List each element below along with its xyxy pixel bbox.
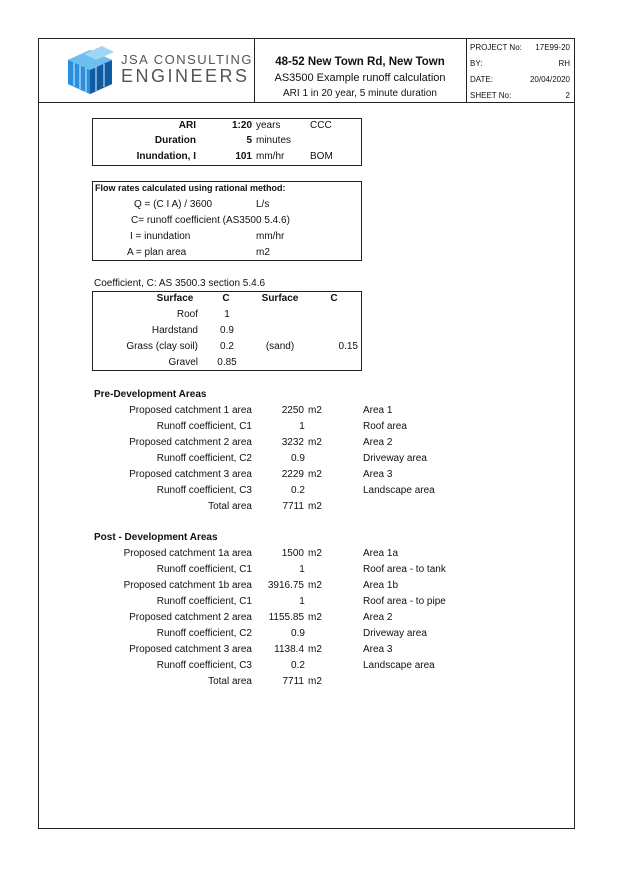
area-row-value: 0.2: [291, 485, 305, 496]
area-row-value: 0.9: [291, 453, 305, 464]
param-label: Duration: [154, 135, 196, 146]
formula-unit: mm/hr: [256, 231, 285, 242]
area-row-note: Area 1a: [363, 548, 399, 559]
total-area-unit: m2: [308, 676, 322, 687]
total-area-value: 7711: [282, 676, 304, 687]
total-area-unit: m2: [308, 501, 322, 512]
param-unit: minutes: [256, 135, 292, 146]
meta-label: SHEET No:: [470, 91, 512, 100]
area-row-unit: m2: [308, 612, 322, 623]
area-row-label: Proposed catchment 3 area: [129, 469, 252, 480]
area-row-value: 2250: [281, 405, 304, 416]
param-value: 101: [235, 151, 252, 162]
area-row-label: Proposed catchment 1b area: [123, 580, 252, 591]
area-row-unit: m2: [308, 469, 322, 480]
area-row-value: 1138.4: [274, 644, 304, 655]
param-value: 5: [246, 135, 252, 146]
coeff-header-c: C: [330, 293, 338, 304]
meta-value: RH: [558, 59, 570, 68]
document-title: AS3500 Example runoff calculation: [274, 72, 446, 84]
company-name-line1: JSA CONSULTING: [121, 52, 254, 67]
total-area-label: Total area: [208, 501, 252, 512]
param-note: CCC: [310, 120, 332, 131]
area-row-note: Landscape area: [363, 485, 435, 496]
post-development-heading: Post - Development Areas: [94, 532, 218, 543]
param-label: Inundation, I: [136, 151, 196, 162]
formula-line: A = plan area: [127, 247, 187, 258]
param-label: ARI: [178, 120, 196, 131]
area-row-label: Runoff coefficient, C2: [156, 453, 252, 464]
area-row-value: 2229: [281, 469, 304, 480]
area-row-note: Area 1: [363, 405, 393, 416]
meta-value: 2: [565, 91, 570, 100]
area-row-note: Driveway area: [363, 453, 427, 464]
meta-value: 17E99-20: [535, 43, 570, 52]
area-row-unit: m2: [308, 437, 322, 448]
area-row-value: 3232: [281, 437, 304, 448]
project-address: 48-52 New Town Rd, New Town: [275, 56, 445, 68]
area-row-note: Roof area - to tank: [363, 564, 446, 575]
coeff-value: 1: [224, 309, 230, 320]
area-row-note: Area 2: [363, 437, 393, 448]
coeff-surface: Grass (clay soil): [126, 341, 198, 352]
meta-label: PROJECT No:: [470, 43, 522, 52]
area-row-label: Proposed catchment 1a area: [123, 548, 252, 559]
area-row-note: Area 3: [363, 469, 393, 480]
formula-line: Q = (C I A) / 3600: [134, 199, 213, 210]
coeff-value: 0.85: [217, 357, 237, 368]
area-row-value: 0.2: [291, 660, 305, 671]
coeff-surface: Hardstand: [151, 325, 198, 336]
area-row-note: Roof area: [363, 421, 407, 432]
document-subtitle: ARI 1 in 20 year, 5 minute duration: [283, 88, 437, 99]
param-value: 1:20: [231, 120, 252, 131]
formula-line: C= runoff coefficient (AS3500 5.4.6): [131, 215, 290, 226]
area-row-label: Proposed catchment 2 area: [129, 437, 252, 448]
area-row-label: Runoff coefficient, C3: [156, 660, 252, 671]
area-row-value: 0.9: [291, 628, 305, 639]
coeff-value-alt: 0.15: [338, 341, 358, 352]
area-row-label: Runoff coefficient, C1: [156, 564, 252, 575]
meta-project-no: [470, 43, 570, 55]
area-row-label: Runoff coefficient, C3: [156, 485, 252, 496]
area-row-note: Landscape area: [363, 660, 435, 671]
header-column-divider: [466, 38, 467, 102]
coeff-header-c: C: [222, 293, 230, 304]
meta-date: [470, 75, 570, 87]
area-row-unit: m2: [308, 644, 322, 655]
area-row-note: Area 3: [363, 644, 393, 655]
total-area-label: Total area: [208, 676, 252, 687]
param-unit: mm/hr: [256, 151, 285, 162]
formula-unit: L/s: [256, 199, 270, 210]
area-row-unit: m2: [308, 548, 322, 559]
pre-development-heading: Pre-Development Areas: [94, 389, 207, 400]
coeff-surface: Roof: [176, 309, 198, 320]
coefficient-caption: Coefficient, C: AS 3500.3 section 5.4.6: [94, 278, 266, 289]
rational-heading: Flow rates calculated using rational method:: [95, 183, 286, 193]
coeff-value: 0.2: [220, 341, 234, 352]
area-row-note: Area 1b: [363, 580, 399, 591]
param-note: BOM: [310, 151, 333, 162]
area-row-value: 1: [299, 564, 305, 575]
param-unit: years: [256, 120, 281, 131]
area-row-label: Proposed catchment 1 area: [129, 405, 252, 416]
formula-line: I = inundation: [130, 231, 191, 242]
area-row-label: Runoff coefficient, C2: [156, 628, 252, 639]
area-row-note: Roof area - to pipe: [363, 596, 446, 607]
area-row-unit: m2: [308, 405, 322, 416]
area-row-value: 1155.85: [268, 612, 304, 623]
formula-unit: m2: [256, 247, 270, 258]
company-name-line2: ENGINEERS: [121, 66, 250, 86]
area-row-value: 3916.75: [267, 580, 304, 591]
area-row-value: 1: [299, 596, 305, 607]
company-logo-icon: [62, 42, 118, 98]
area-row-value: 1500: [281, 548, 304, 559]
total-area-value: 7711: [282, 501, 304, 512]
coeff-header-surface: Surface: [156, 293, 194, 304]
area-row-label: Runoff coefficient, C1: [156, 421, 252, 432]
coeff-value: 0.9: [220, 325, 234, 336]
meta-sheet-no: [470, 91, 570, 103]
meta-by: [470, 59, 570, 71]
area-row-value: 1: [299, 421, 305, 432]
area-row-label: Proposed catchment 3 area: [129, 644, 252, 655]
area-row-label: Proposed catchment 2 area: [129, 612, 252, 623]
area-row-note: Area 2: [363, 612, 393, 623]
coeff-header-surface: Surface: [261, 293, 299, 304]
area-row-note: Driveway area: [363, 628, 427, 639]
coeff-surface-alt: (sand): [265, 341, 295, 352]
coeff-surface: Gravel: [168, 357, 198, 368]
meta-label: DATE:: [470, 75, 493, 84]
area-row-unit: m2: [308, 580, 322, 591]
meta-value: 20/04/2020: [529, 75, 570, 84]
meta-label: BY:: [470, 59, 483, 68]
area-row-label: Runoff coefficient, C1: [156, 596, 252, 607]
